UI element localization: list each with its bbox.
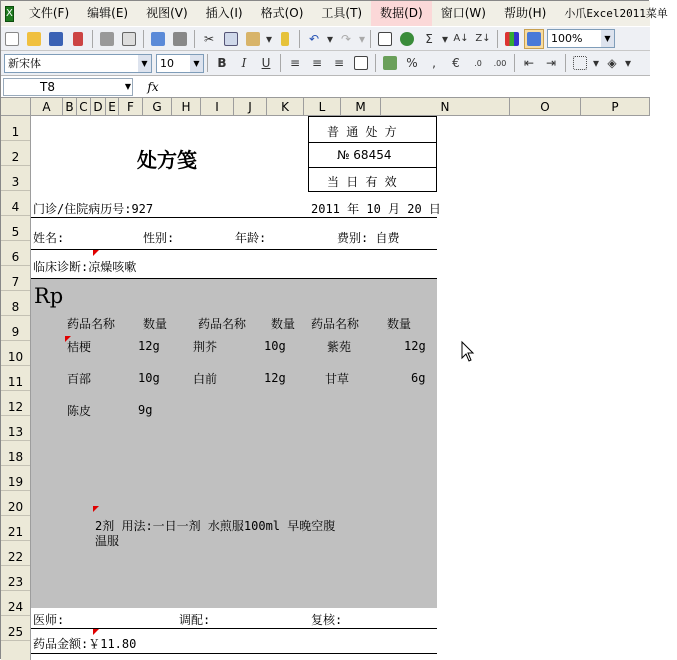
print-preview-icon[interactable] bbox=[119, 29, 139, 49]
column-header-L[interactable]: L bbox=[304, 98, 341, 116]
font-select[interactable] bbox=[4, 54, 152, 73]
toolbar-divider bbox=[565, 54, 566, 72]
font-name: 新宋体 bbox=[8, 57, 41, 70]
row-rule bbox=[31, 278, 437, 279]
drug-name: 紫苑 bbox=[327, 340, 352, 354]
row-header-20[interactable]: 20 bbox=[1, 491, 30, 516]
row-header-21[interactable]: 21 bbox=[1, 516, 30, 541]
autosum-dropdown-icon[interactable]: ▾ bbox=[441, 31, 449, 46]
row-header-7[interactable]: 7 bbox=[1, 266, 30, 291]
chevron-down-icon[interactable]: ▼ bbox=[124, 81, 131, 91]
menu-xiaozhua[interactable]: 小爪Excel2011菜单 bbox=[564, 7, 668, 20]
row-header-18[interactable]: 18 bbox=[1, 441, 30, 466]
comma-style-icon[interactable]: , bbox=[432, 56, 436, 70]
align-left-icon[interactable]: ≡ bbox=[289, 56, 301, 70]
name-box-value: T8 bbox=[40, 79, 55, 94]
drug-amount: 药品金额:￥11.80 bbox=[33, 637, 137, 651]
select-all-button[interactable] bbox=[1, 98, 31, 116]
record-number: 门诊/住院病历号:927 bbox=[33, 202, 154, 216]
drug-name: 桔梗 bbox=[67, 340, 92, 354]
row-rule bbox=[31, 249, 437, 250]
column-header-E[interactable]: E bbox=[106, 98, 119, 116]
rp-symbol: Rp bbox=[34, 284, 64, 308]
review-label: 复核: bbox=[311, 613, 343, 627]
prescription-title: 处方笺 bbox=[137, 148, 197, 172]
prescription-date: 2011 年 10 月 20 日 bbox=[311, 202, 441, 216]
percent-icon[interactable]: % bbox=[406, 56, 418, 70]
chevron-down-icon[interactable]: ▼ bbox=[190, 55, 203, 72]
row-header-25[interactable]: 25 bbox=[1, 616, 30, 641]
column-header-I[interactable]: I bbox=[201, 98, 234, 116]
box-border bbox=[308, 116, 309, 192]
column-header-H[interactable]: H bbox=[172, 98, 201, 116]
box-border bbox=[308, 191, 437, 192]
column-header-N[interactable]: N bbox=[381, 98, 510, 116]
drug-name: 百部 bbox=[67, 372, 92, 386]
cut-icon[interactable]: ✂ bbox=[203, 31, 215, 46]
row-headers bbox=[1, 116, 31, 660]
quantity-header: 数量 bbox=[271, 317, 296, 331]
italic-icon[interactable]: I bbox=[241, 56, 247, 70]
undo-icon[interactable]: ↶ bbox=[308, 31, 320, 46]
toolbar-divider bbox=[370, 30, 371, 48]
row-header-23[interactable]: 23 bbox=[1, 566, 30, 591]
bold-icon[interactable]: B bbox=[217, 56, 227, 70]
column-header-B[interactable]: B bbox=[63, 98, 77, 116]
row-header-24[interactable]: 24 bbox=[1, 591, 30, 616]
drug-name: 陈皮 bbox=[67, 404, 92, 418]
drug-quantity: 10g bbox=[138, 371, 160, 385]
doctor-label: 医师: bbox=[33, 613, 65, 627]
name-box[interactable] bbox=[3, 78, 133, 96]
box-border bbox=[436, 116, 437, 192]
research-icon[interactable] bbox=[170, 29, 190, 49]
row-header-19[interactable]: 19 bbox=[1, 466, 30, 491]
row-header-13[interactable]: 13 bbox=[1, 416, 30, 441]
menu-help[interactable]: 帮助(H) bbox=[503, 6, 547, 20]
comment-indicator[interactable] bbox=[93, 506, 99, 512]
row-header-11[interactable]: 11 bbox=[1, 366, 30, 391]
validity-note: 当 日 有 效 bbox=[327, 175, 397, 189]
row-header-4[interactable]: 4 bbox=[1, 191, 30, 216]
drug-name: 白前 bbox=[193, 372, 218, 386]
fill-color-dropdown-icon[interactable]: ▾ bbox=[624, 56, 632, 70]
prescription-type: 普 通 处 方 bbox=[327, 125, 397, 139]
patient-name-label: 姓名: bbox=[33, 231, 65, 245]
drug-quantity: 12g bbox=[404, 339, 426, 353]
fee-type: 费别: 自费 bbox=[337, 231, 400, 245]
undo-dropdown-icon[interactable]: ▾ bbox=[326, 31, 334, 46]
column-header-D[interactable]: D bbox=[91, 98, 106, 116]
row-header-6[interactable]: 6 bbox=[1, 241, 30, 266]
merge-center-icon[interactable] bbox=[351, 53, 371, 73]
format-painter-icon[interactable] bbox=[275, 29, 295, 49]
menu-bar bbox=[1, 1, 668, 26]
chevron-down-icon[interactable]: ▼ bbox=[138, 55, 151, 72]
column-header-G[interactable]: G bbox=[143, 98, 172, 116]
toolbar-divider bbox=[497, 30, 498, 48]
age-label: 年龄: bbox=[235, 231, 267, 245]
column-header-A[interactable]: A bbox=[31, 98, 63, 116]
gender-label: 性别: bbox=[143, 231, 175, 245]
drug-quantity: 6g bbox=[411, 371, 426, 385]
autosum-icon[interactable]: Σ bbox=[425, 31, 433, 46]
drug-name-header: 药品名称 bbox=[67, 317, 116, 331]
drug-quantity: 12g bbox=[264, 371, 286, 385]
drug-quantity: 10g bbox=[264, 339, 286, 353]
formula-input[interactable] bbox=[173, 77, 650, 97]
menu-view[interactable]: 视图(V) bbox=[146, 6, 188, 20]
font-size: 10 bbox=[160, 56, 174, 70]
drug-name-header: 药品名称 bbox=[311, 317, 360, 331]
toolbar-divider bbox=[299, 30, 300, 48]
row-header-1[interactable]: 1 bbox=[1, 116, 30, 141]
comment-indicator[interactable] bbox=[93, 250, 99, 256]
standard-toolbar bbox=[1, 26, 650, 51]
redo-dropdown-icon[interactable]: ▾ bbox=[358, 31, 366, 46]
align-right-icon[interactable]: ≡ bbox=[333, 56, 345, 70]
decrease-indent-icon[interactable]: ⇤ bbox=[523, 56, 535, 70]
menu-window[interactable]: 窗口(W) bbox=[440, 6, 486, 20]
row-rule bbox=[31, 217, 437, 218]
globe-icon[interactable] bbox=[397, 29, 417, 49]
menu-edit[interactable]: 编辑(E) bbox=[87, 6, 129, 20]
sort-ascending-icon[interactable]: A↓ bbox=[453, 33, 469, 44]
chevron-down-icon[interactable]: ▼ bbox=[601, 30, 614, 47]
row-header-22[interactable]: 22 bbox=[1, 541, 30, 566]
column-header-F[interactable]: F bbox=[119, 98, 143, 116]
box-border bbox=[308, 116, 437, 117]
quantity-header: 数量 bbox=[143, 317, 168, 331]
drug-quantity: 12g bbox=[138, 339, 160, 353]
excel-icon[interactable]: X bbox=[5, 6, 14, 22]
column-header-J[interactable]: J bbox=[234, 98, 267, 116]
menu-data[interactable]: 数据(D) bbox=[371, 1, 432, 26]
zoom-value: 100% bbox=[551, 32, 583, 45]
paste-dropdown-icon[interactable]: ▾ bbox=[265, 31, 273, 46]
decrease-decimal-icon[interactable]: .00 bbox=[493, 58, 507, 68]
menu-insert[interactable]: 插入(I) bbox=[205, 6, 243, 20]
drug-name: 荆芥 bbox=[193, 340, 218, 354]
toolbar-divider bbox=[92, 30, 93, 48]
spelling-icon[interactable] bbox=[148, 29, 168, 49]
row-rule bbox=[31, 653, 437, 654]
column-header-P[interactable]: P bbox=[581, 98, 650, 116]
row-header-8[interactable]: 8 bbox=[1, 291, 30, 316]
column-headers bbox=[1, 98, 650, 116]
zoom-select[interactable] bbox=[547, 29, 615, 48]
currency-icon[interactable] bbox=[380, 53, 400, 73]
increase-decimal-icon[interactable]: .0 bbox=[474, 58, 482, 68]
euro-icon[interactable]: € bbox=[452, 56, 460, 70]
save-icon[interactable] bbox=[46, 29, 66, 49]
row-header-9[interactable]: 9 bbox=[1, 316, 30, 341]
drawing-icon[interactable] bbox=[524, 29, 544, 49]
dispense-label: 调配: bbox=[179, 613, 211, 627]
toolbar-divider bbox=[194, 30, 195, 48]
column-header-M[interactable]: M bbox=[341, 98, 381, 116]
row-header-5[interactable]: 5 bbox=[1, 216, 30, 241]
new-file-icon[interactable] bbox=[2, 29, 22, 49]
toolbar-divider bbox=[280, 54, 281, 72]
box-border bbox=[308, 167, 437, 168]
hyperlink-icon[interactable] bbox=[375, 29, 395, 49]
prescription-number: № 68454 bbox=[337, 148, 392, 162]
column-header-C[interactable]: C bbox=[77, 98, 91, 116]
menu-tools[interactable]: 工具(T) bbox=[321, 6, 363, 20]
paste-icon[interactable] bbox=[243, 29, 263, 49]
toolbar-divider bbox=[207, 54, 208, 72]
increase-indent-icon[interactable]: ⇥ bbox=[545, 56, 557, 70]
box-border bbox=[308, 142, 437, 143]
function-icon[interactable]: fx bbox=[147, 79, 159, 94]
row-header-2[interactable]: 2 bbox=[1, 141, 30, 166]
usage-instructions: 2剂 用法:一日一剂 水煎服100ml 早晚空腹 bbox=[95, 519, 336, 533]
redo-icon[interactable]: ↷ bbox=[340, 31, 352, 46]
usage-instructions-continued: 温服 bbox=[95, 534, 120, 548]
quantity-header: 数量 bbox=[387, 317, 412, 331]
open-folder-icon[interactable] bbox=[24, 29, 44, 49]
sort-descending-icon[interactable]: Z↓ bbox=[475, 33, 491, 44]
borders-dropdown-icon[interactable]: ▾ bbox=[592, 56, 600, 70]
row-header-10[interactable]: 10 bbox=[1, 341, 30, 366]
fill-color-icon[interactable]: ◈ bbox=[607, 56, 617, 70]
column-header-K[interactable]: K bbox=[267, 98, 304, 116]
row-header-3[interactable]: 3 bbox=[1, 166, 30, 191]
copy-icon[interactable] bbox=[221, 29, 241, 49]
column-header-O[interactable]: O bbox=[510, 98, 581, 116]
underline-icon[interactable]: U bbox=[261, 56, 271, 70]
formula-bar bbox=[1, 76, 650, 98]
formatting-toolbar bbox=[1, 51, 650, 76]
toolbar-divider bbox=[514, 54, 515, 72]
toolbar-divider bbox=[375, 54, 376, 72]
clinical-diagnosis: 临床诊断:凉燥咳嗽 bbox=[33, 260, 137, 274]
font-size-select[interactable] bbox=[156, 54, 204, 73]
mouse-pointer-icon bbox=[461, 341, 475, 363]
print-icon[interactable] bbox=[97, 29, 117, 49]
row-rule bbox=[31, 628, 437, 629]
row-header-12[interactable]: 12 bbox=[1, 391, 30, 416]
permission-icon[interactable] bbox=[68, 29, 88, 49]
drug-name: 甘草 bbox=[325, 372, 350, 386]
toolbar-divider bbox=[143, 30, 144, 48]
drug-name-header: 药品名称 bbox=[198, 317, 247, 331]
chart-wizard-icon[interactable] bbox=[502, 29, 522, 49]
align-center-icon[interactable]: ≡ bbox=[311, 56, 323, 70]
drug-quantity: 9g bbox=[138, 403, 153, 417]
borders-icon[interactable] bbox=[570, 53, 590, 73]
menu-file[interactable]: 文件(F) bbox=[28, 6, 70, 20]
worksheet[interactable] bbox=[31, 116, 650, 660]
menu-format[interactable]: 格式(O) bbox=[260, 6, 304, 20]
